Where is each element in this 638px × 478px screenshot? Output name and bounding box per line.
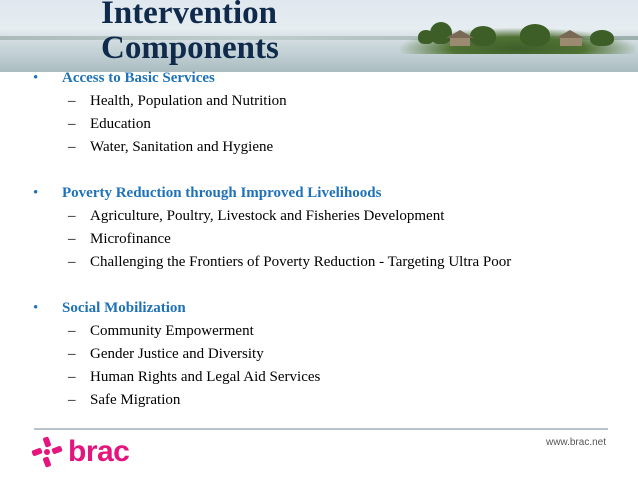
subitem-list — [0, 320, 638, 412]
section-heading-text: Social Mobilization — [62, 300, 186, 316]
list-item-text: Education — [90, 116, 151, 132]
section-heading — [0, 67, 638, 90]
section-spacer — [0, 274, 638, 297]
list-item — [0, 251, 638, 274]
brac-logo-text: brac — [68, 435, 130, 468]
subitem-list — [0, 205, 638, 274]
dash-marker: – — [68, 254, 76, 270]
bullet-marker: • — [33, 185, 39, 201]
bullet-marker: • — [33, 300, 39, 316]
section-social-mobilization — [0, 297, 638, 412]
dash-marker: – — [68, 139, 76, 155]
slide-title — [101, 0, 279, 66]
banner-hut — [450, 38, 470, 46]
section-spacer — [0, 159, 638, 182]
dash-marker: – — [68, 116, 76, 132]
section-heading-text: Poverty Reduction through Improved Livelihoods — [62, 185, 382, 201]
list-item — [0, 389, 638, 412]
brac-logo-mark-icon — [30, 435, 64, 469]
dash-marker: – — [68, 93, 76, 109]
section-poverty-reduction — [0, 182, 638, 297]
brac-logo — [30, 434, 129, 470]
footer-divider — [34, 428, 608, 430]
dash-marker: – — [68, 369, 76, 385]
list-item-text: Water, Sanitation and Hygiene — [90, 139, 274, 155]
list-item-text: Microfinance — [90, 231, 171, 247]
list-item — [0, 228, 638, 251]
footer-url: www.brac.net — [545, 437, 606, 448]
dash-marker: – — [68, 231, 76, 247]
banner-tree — [590, 30, 614, 46]
slide-title-line-1: Intervention — [101, 0, 277, 31]
list-item-text: Community Empowerment — [90, 323, 254, 339]
subitem-list — [0, 90, 638, 159]
list-item-text: Health, Population and Nutrition — [90, 93, 287, 109]
list-item-text: Gender Justice and Diversity — [90, 346, 264, 362]
dash-marker: – — [68, 346, 76, 362]
list-item — [0, 90, 638, 113]
banner-hut — [560, 38, 582, 46]
list-item-text: Safe Migration — [90, 392, 181, 408]
section-heading — [0, 182, 638, 205]
dash-marker: – — [68, 323, 76, 339]
list-item-text: Human Rights and Legal Aid Services — [90, 369, 321, 385]
bullet-marker: • — [33, 70, 39, 86]
list-item — [0, 113, 638, 136]
section-access-basic-services — [0, 67, 638, 182]
list-item — [0, 366, 638, 389]
list-item-text: Agriculture, Poultry, Livestock and Fisheries Development — [90, 208, 445, 224]
list-item — [0, 343, 638, 366]
slide-content — [0, 67, 638, 412]
section-heading — [0, 297, 638, 320]
section-list — [0, 67, 638, 412]
banner-tree — [520, 24, 550, 46]
header-banner-photo — [0, 0, 638, 72]
list-item — [0, 320, 638, 343]
list-item — [0, 136, 638, 159]
dash-marker: – — [68, 208, 76, 224]
section-heading-text: Access to Basic Services — [62, 70, 215, 86]
list-item — [0, 205, 638, 228]
list-item-text: Challenging the Frontiers of Poverty Reduction - Targeting Ultra Poor — [90, 254, 512, 270]
slide-title-line-2: Components — [101, 30, 279, 66]
dash-marker: – — [68, 392, 76, 408]
